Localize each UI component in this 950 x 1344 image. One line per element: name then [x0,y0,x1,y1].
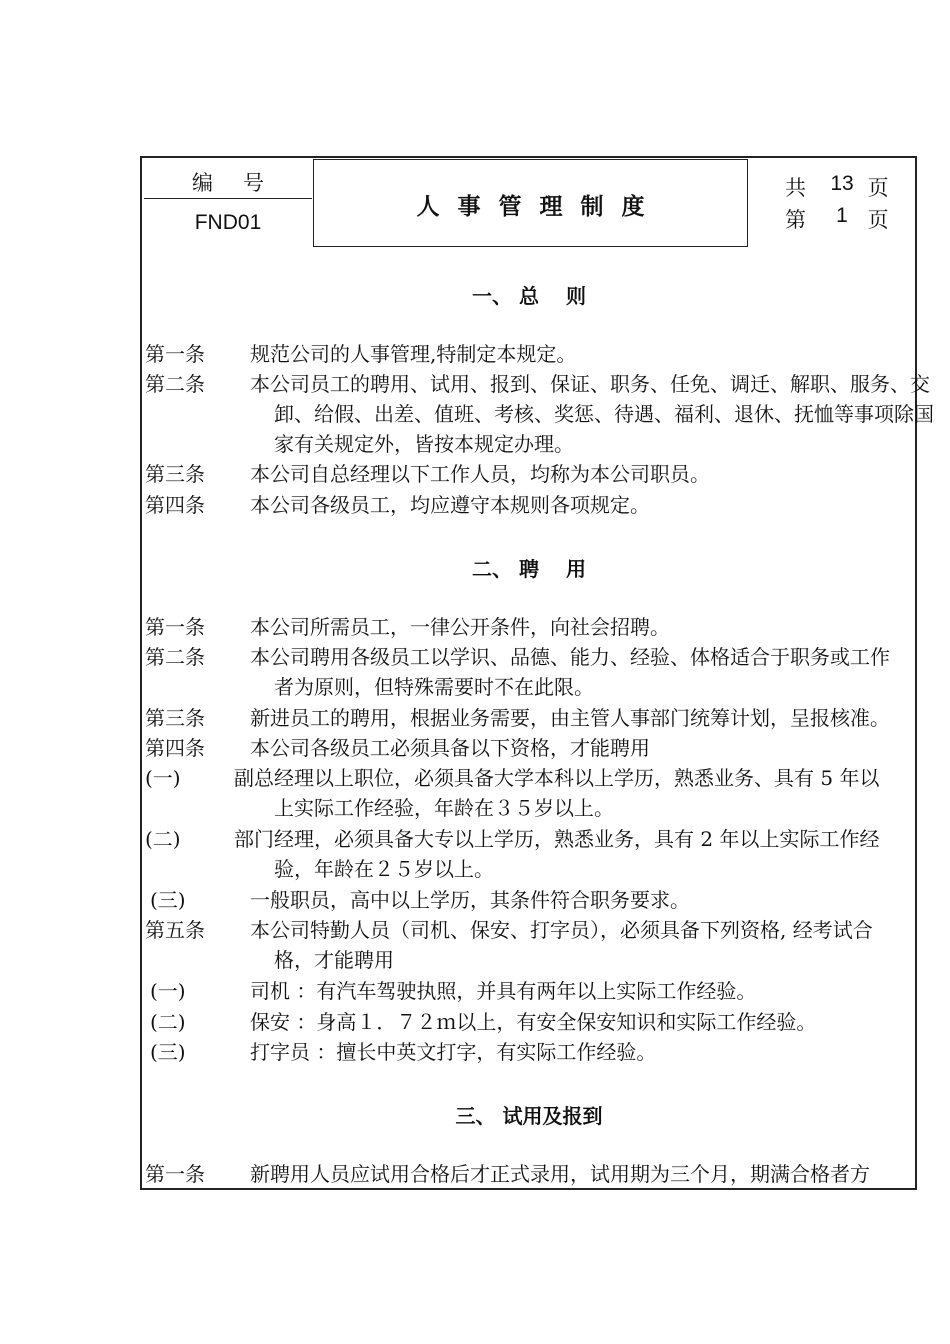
section-title: 二、 聘 用 [472,557,586,581]
item-text: 上实际工作经验，年龄在３５岁以上。 [274,796,614,820]
code-value: FND01 [194,211,262,234]
section-title: 三、 试用及报到 [455,1104,603,1128]
page-count [785,172,905,236]
article-number: 第一条 [145,342,205,366]
document-code-cell [144,163,312,243]
current-page: 1 [836,204,848,227]
article-number: 第五条 [145,918,205,942]
code-divider [144,198,312,199]
current-unit: 页 [867,208,889,232]
item-text: 部门经理，必须具备大专以上学历，熟悉业务，具有 2 年以上实际工作经 [234,827,880,851]
article-text: 本公司特勤人员（司机、保安、打字员），必须具备下列资格, 经考试合 [250,918,873,942]
item-text: 司机 ：有汽车驾驶执照，并具有两年以上实际工作经验。 [250,979,757,1003]
item-number: (二) [145,827,181,851]
document-title: 人事管理制度 [416,194,663,220]
item-number: (一) [150,979,186,1003]
article-text: 本公司各级员工，均应遵守本规则各项规定。 [250,493,650,517]
item-number: (三) [150,888,186,912]
current-label: 第 [785,208,806,232]
item-number: (三) [150,1040,186,1064]
article-text: 卸、给假、出差、值班、考核、奖惩、待遇、福利、退休、抚恤等事项除国 [274,402,934,426]
article-text: 本公司员工的聘用、试用、报到、保证、职务、任免、调迁、解职、服务、交 [250,372,930,396]
article-text: 新进员工的聘用，根据业务需要，由主管人事部门统筹计划，呈报核准。 [250,706,890,730]
article-text: 者为原则，但特殊需要时不在此限。 [274,675,594,699]
article-text: 本公司自总经理以下工作人员，均称为本公司职员。 [250,462,710,486]
item-text: 验，年龄在２５岁以上。 [274,857,494,881]
article-number: 第四条 [145,493,205,517]
article-number: 第三条 [145,462,205,486]
article-text: 规范公司的人事管理,特制定本规定。 [250,342,577,366]
article-number: 第四条 [145,736,205,760]
document-title-cell [313,159,748,247]
article-text: 本公司各级员工必须具备以下资格，才能聘用 [250,736,650,760]
item-number: (一) [145,766,181,790]
article-text: 格，才能聘用 [274,948,394,972]
article-number: 第二条 [145,372,205,396]
article-number: 第一条 [145,615,205,639]
article-text: 本公司所需员工，一律公开条件，向社会招聘。 [250,615,670,639]
total-unit: 页 [867,176,889,200]
item-text: 打字员 ：擅长中英文打字，有实际工作经验。 [250,1040,657,1064]
article-number: 第二条 [145,645,205,669]
code-label: 编号 [192,171,294,195]
total-label: 共 [785,176,806,200]
item-text: 副总经理以上职位，必须具备大学本科以上学历，熟悉业务、具有 5 年以 [234,766,880,790]
article-number: 第一条 [145,1162,205,1186]
section-title: 一、 总 则 [472,284,586,308]
total-pages: 13 [830,172,854,195]
article-number: 第三条 [145,706,205,730]
item-text: 一般职员，高中以上学历，其条件符合职务要求。 [250,888,690,912]
total-pages-row [785,172,905,204]
item-number: (二) [150,1010,186,1034]
item-text: 保安 ：身高１．７２ｍ以上，有安全保安知识和实际工作经验。 [250,1010,817,1034]
article-text: 新聘用人员应试用合格后才正式录用，试用期为三个月，期满合格者方 [250,1162,870,1186]
article-text: 家有关规定外，皆按本规定办理。 [274,432,574,456]
article-text: 本公司聘用各级员工以学识、品德、能力、经验、体格适合于职务或工作 [250,645,890,669]
current-page-row [785,204,905,236]
